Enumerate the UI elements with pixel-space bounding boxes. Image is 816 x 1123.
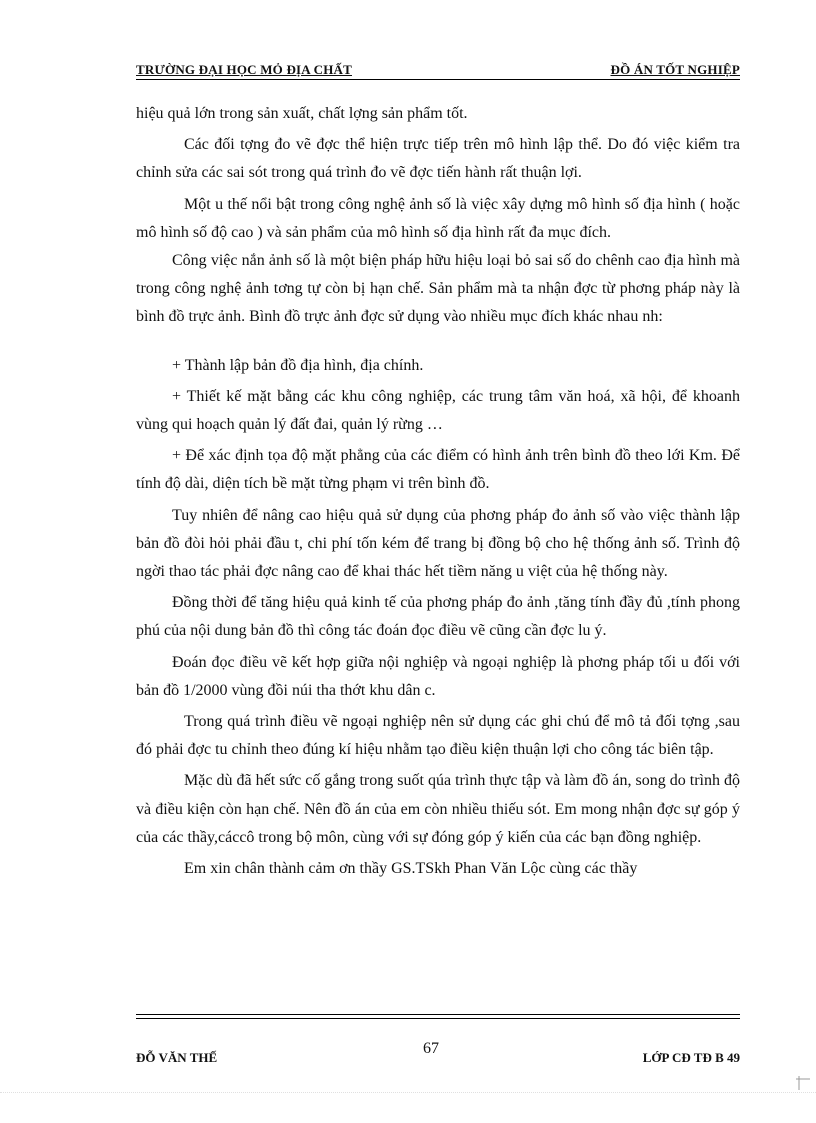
page-edge-line — [0, 1092, 816, 1093]
paragraph-1: hiệu quả lớn trong sản xuất, chất lợng sản phẩm tốt. — [136, 105, 468, 122]
footer-author: ĐỖ VĂN THẾ — [136, 1050, 218, 1065]
list-item-1: + Thành lập bản đồ địa hình, địa chính. — [172, 356, 424, 374]
footer-divider-bottom — [136, 1018, 740, 1019]
paragraph-10: Em xin chân thành cảm ơn thầy GS.TSkh Phan Văn Lộc cùng các thầy — [184, 860, 638, 878]
paragraph-4: Công việc nắn ảnh số là một biện pháp hữu hiệu loại bỏ sai số do chênh cao địa hình mà trong công nghệ ảnh tơng tự còn bị hạn chế. Sản phẩm mà ta nhận đợc từ phơng pháp này là bình đồ trực ảnh. Bình đồ trực ảnh đợc sử dụng vào nhiều mục đích khác nhau nh: — [136, 252, 740, 326]
paragraph-5: Tuy nhiên để nâng cao hiệu quả sử dụng của phơng pháp đo ảnh số vào việc thành lập bản đồ đòi hỏi phải đầu t, chi phí tốn kém để trang bị đồng bộ cho hệ thống ảnh số. Trình độ ngời thao tác phải đợc nâng cao để khai thác hết tiềm năng u việt của hệ thống này. — [136, 506, 740, 581]
header-document-type: ĐỒ ÁN TỐT NGHIỆP — [610, 62, 740, 77]
page-number: 67 — [423, 1040, 439, 1057]
paragraph-8: Trong quá trình điều vẽ ngoại nghiệp nên sử dụng các ghi chú để mô tả đối tợng ,sau đó phải đợc tu chỉnh theo đúng kí hiệu nhằm tạo điều kiện thuận lợi cho công tác biên tập. — [136, 713, 740, 759]
list-item-2: + Thiết kế mặt bằng các khu công nghiệp, các trung tâm văn hoá, xã hội, để khoanh vùng qui hoạch quản lý đất đai, quản lý rừng … — [136, 387, 740, 434]
list-item-3: + Để xác định tọa độ mặt phẳng của các điểm có hình ảnh trên bình đồ theo lới Km. Để tính độ dài, diện tích bề mặt từng phạm vi trên bình đồ. — [136, 447, 740, 493]
paragraph-3: Một u thế nổi bật trong công nghệ ảnh số là việc xây dựng mô hình số địa hình ( hoặc mô hình số độ cao ) và sản phẩm của mô hình số địa hình rất đa mục đích. — [136, 195, 740, 241]
paragraph-9: Mặc dù đã hết sức cố gắng trong suốt qúa trình thực tập và làm đồ án, song do trình độ và điều kiện còn hạn chế. Nên đồ án của em còn nhiều thiếu sót. Em mong nhận đợc sự góp ý của các thầy,cáccô trong bộ môn, cùng với sự đóng góp ý kiến của các bạn đồng nghiệp. — [136, 772, 740, 846]
paragraph-7: Đoán đọc điều vẽ kết hợp giữa nội nghiệp và ngoại nghiệp là phơng pháp tối u đối với bản đồ 1/2000 vùng đồi núi tha thớt khu dân c. — [136, 653, 740, 699]
header-university: TRƯỜNG ĐẠI HỌC MỎ ĐỊA CHẤT — [136, 62, 352, 77]
footer-divider-top — [136, 1014, 740, 1015]
page-header — [136, 62, 740, 80]
page-corner-mark — [796, 1076, 810, 1090]
footer-class: LỚP CĐ TĐ B 49 — [642, 1050, 740, 1065]
footer-text-clip — [136, 1066, 740, 1076]
paragraph-2: Các đối tợng đo vẽ đợc thể hiện trực tiếp trên mô hình lập thể. Do đó việc kiểm tra chỉnh sửa các sai sót trong quá trình đo vẽ đợc tiến hành rất thuận lợi. — [136, 136, 740, 182]
paragraph-6: Đồng thời để tăng hiệu quả kinh tế của phơng pháp đo ảnh ,tăng tính đầy đủ ,tính phong phú của nội dung bản đồ thì công tác đoán đọc điều vẽ cũng cần đợc lu ý. — [136, 594, 740, 640]
document-body — [136, 100, 740, 883]
page-footer — [136, 1040, 740, 1068]
header-divider — [136, 79, 740, 80]
